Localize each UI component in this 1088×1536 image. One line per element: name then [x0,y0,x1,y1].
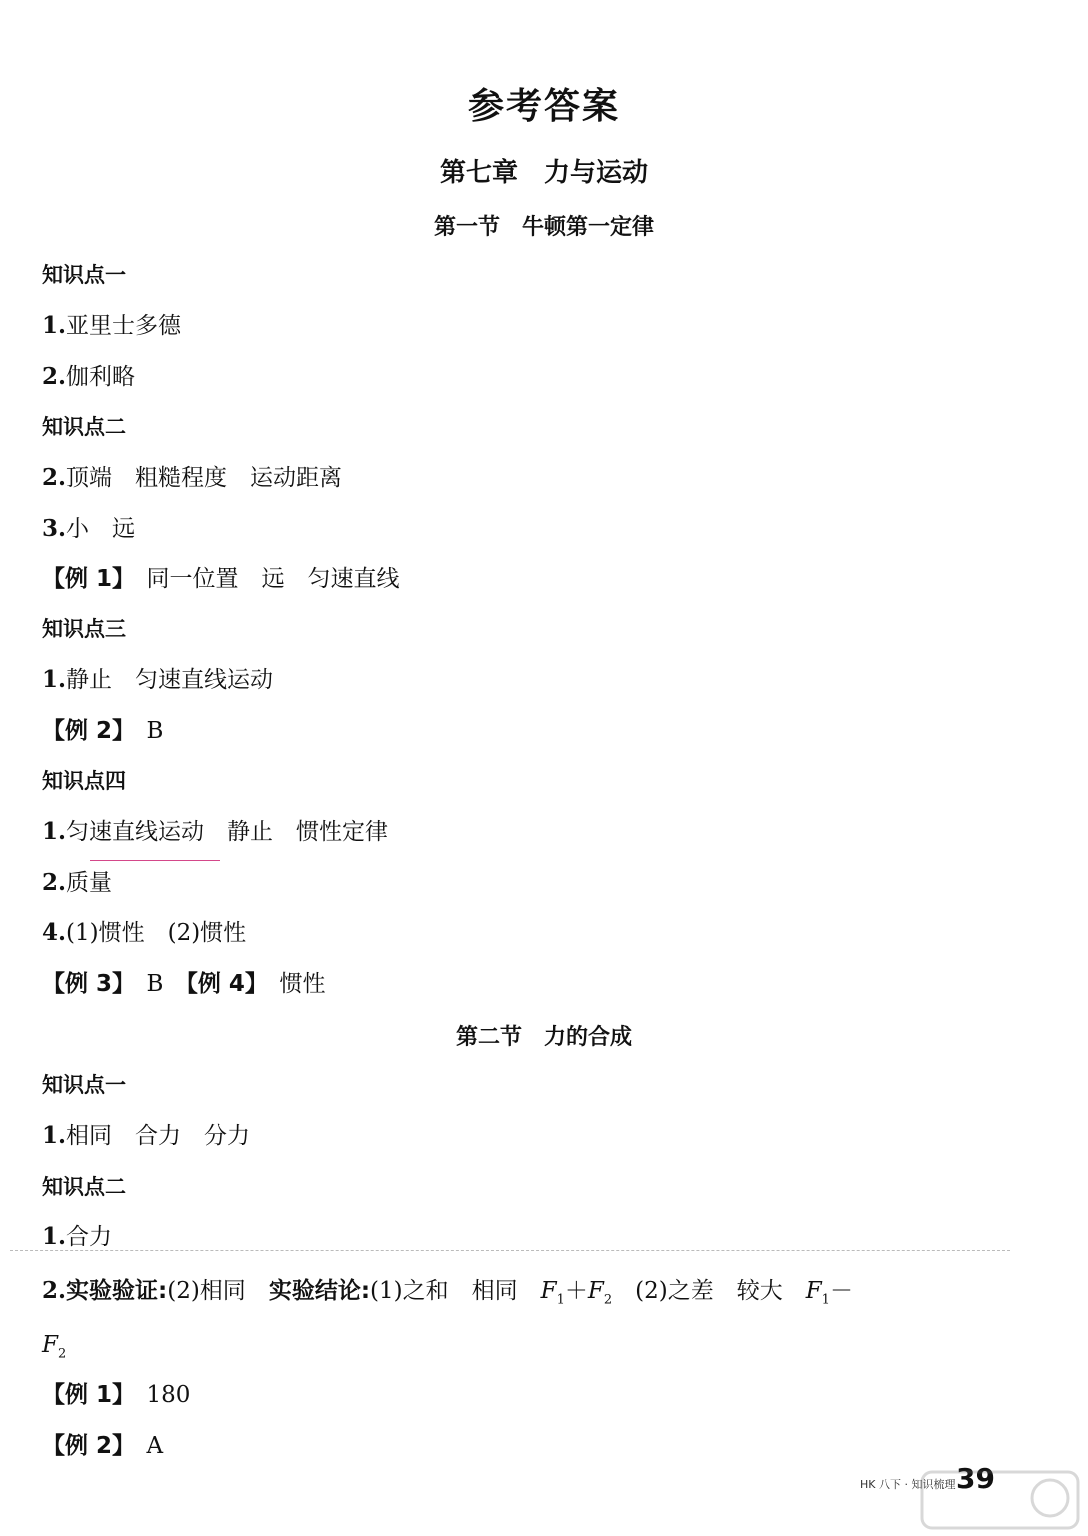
answer-text: 小 远 [66,516,136,542]
item-number: 2. [42,1277,67,1304]
minus-sign: － [829,1278,853,1304]
knowledge-point-heading: 知识点一 [42,1073,126,1097]
label-experiment-verification: 实验验证: [66,1278,168,1304]
answer-text: 合力 [66,1224,113,1250]
item-number: 1. [42,312,67,339]
formula-f2: F [42,1332,58,1358]
answer-text: 静止 匀速直线运动 [66,667,274,693]
section-2-title: 第二节 力的合成 [455,1025,632,1050]
example-tag: 【例 2】 [42,718,124,744]
item-number: 3. [42,515,67,542]
example-line [42,716,163,746]
knowledge-point-heading: 知识点三 [42,617,126,641]
example-tag: 【例 2】 [42,1433,124,1459]
watermark-logo-icon [920,1470,1080,1530]
example-line [42,1431,163,1461]
page-number: 39 [956,1462,995,1495]
section-1-title: 第一节 牛顿第一定律 [433,215,654,240]
subscript: 2 [57,1346,67,1362]
answer-line [42,514,135,544]
knowledge-point-heading: 知识点二 [42,415,126,439]
formula-f1: F [540,1278,557,1304]
answer-line [42,918,246,948]
example-line [42,564,400,594]
item-number: 1. [42,1122,67,1149]
item-number: 2. [42,869,67,896]
answer-line [42,362,135,392]
label-experiment-conclusion: 实验结论: [268,1278,371,1304]
knowledge-point-heading: 知识点一 [42,263,126,287]
chapter-title: 第七章 力与运动 [439,158,648,188]
answer-text: 180 [146,1382,191,1408]
knowledge-point-heading: 知识点二 [42,1175,126,1199]
answer-text: (1)惯性 (2)惯性 [66,920,247,946]
example-tag: 【例 1】 [42,1382,124,1408]
answer-text: 顶端 粗糙程度 运动距离 [66,465,343,491]
subscript: 2 [603,1292,613,1308]
book-footer-label: HK 八下 · 知识梳理 [860,1478,956,1491]
answer-line [42,1222,112,1252]
item-number: 2. [42,363,67,390]
page-fold-line [10,1250,1010,1251]
example-line [42,1380,190,1410]
page-title: 参考答案 [467,86,620,127]
answer-text: B [146,718,164,744]
answer-line [42,817,388,847]
answer-text: B [146,971,164,997]
answer-line [42,1276,853,1316]
plus-sign: ＋ [564,1278,588,1304]
answer-line [42,311,181,341]
example-tag: 【例 3】 [42,971,124,997]
answer-line [42,463,342,493]
answer-text: 质量 [66,870,113,896]
item-number: 4. [42,919,67,946]
answer-text: (2)之差 较大 [612,1278,806,1304]
item-number: 2. [42,464,67,491]
answer-text: 匀速直线运动 静止 惯性定律 [66,819,389,845]
item-number: 1. [42,818,67,845]
formula-f2: F [587,1278,604,1304]
answer-text: 同一位置 远 匀速直线 [146,566,400,592]
answer-line-continued [42,1330,66,1370]
answer-line [42,1121,250,1151]
answer-text: (2)相同 [167,1278,269,1304]
example-tag: 【例 4】 [186,971,257,997]
answer-line [42,665,273,695]
subscript: 1 [821,1292,830,1308]
item-number: 1. [42,666,67,693]
knowledge-point-heading: 知识点四 [42,769,126,793]
answer-line [42,868,112,898]
example-line [42,969,325,999]
example-tag: 【例 1】 [42,566,124,592]
formula-f1: F [805,1278,822,1304]
answer-text: A [146,1433,164,1459]
subscript: 1 [556,1292,565,1308]
answer-text: 惯性 [279,971,326,997]
answer-text: (1)之和 相同 [370,1278,541,1304]
pen-underline-mark [90,860,220,861]
item-number: 1. [42,1223,67,1250]
answer-text: 亚里士多德 [66,313,182,339]
answer-text: 相同 合力 分力 [66,1123,251,1149]
answer-text: 伽利略 [66,364,136,390]
